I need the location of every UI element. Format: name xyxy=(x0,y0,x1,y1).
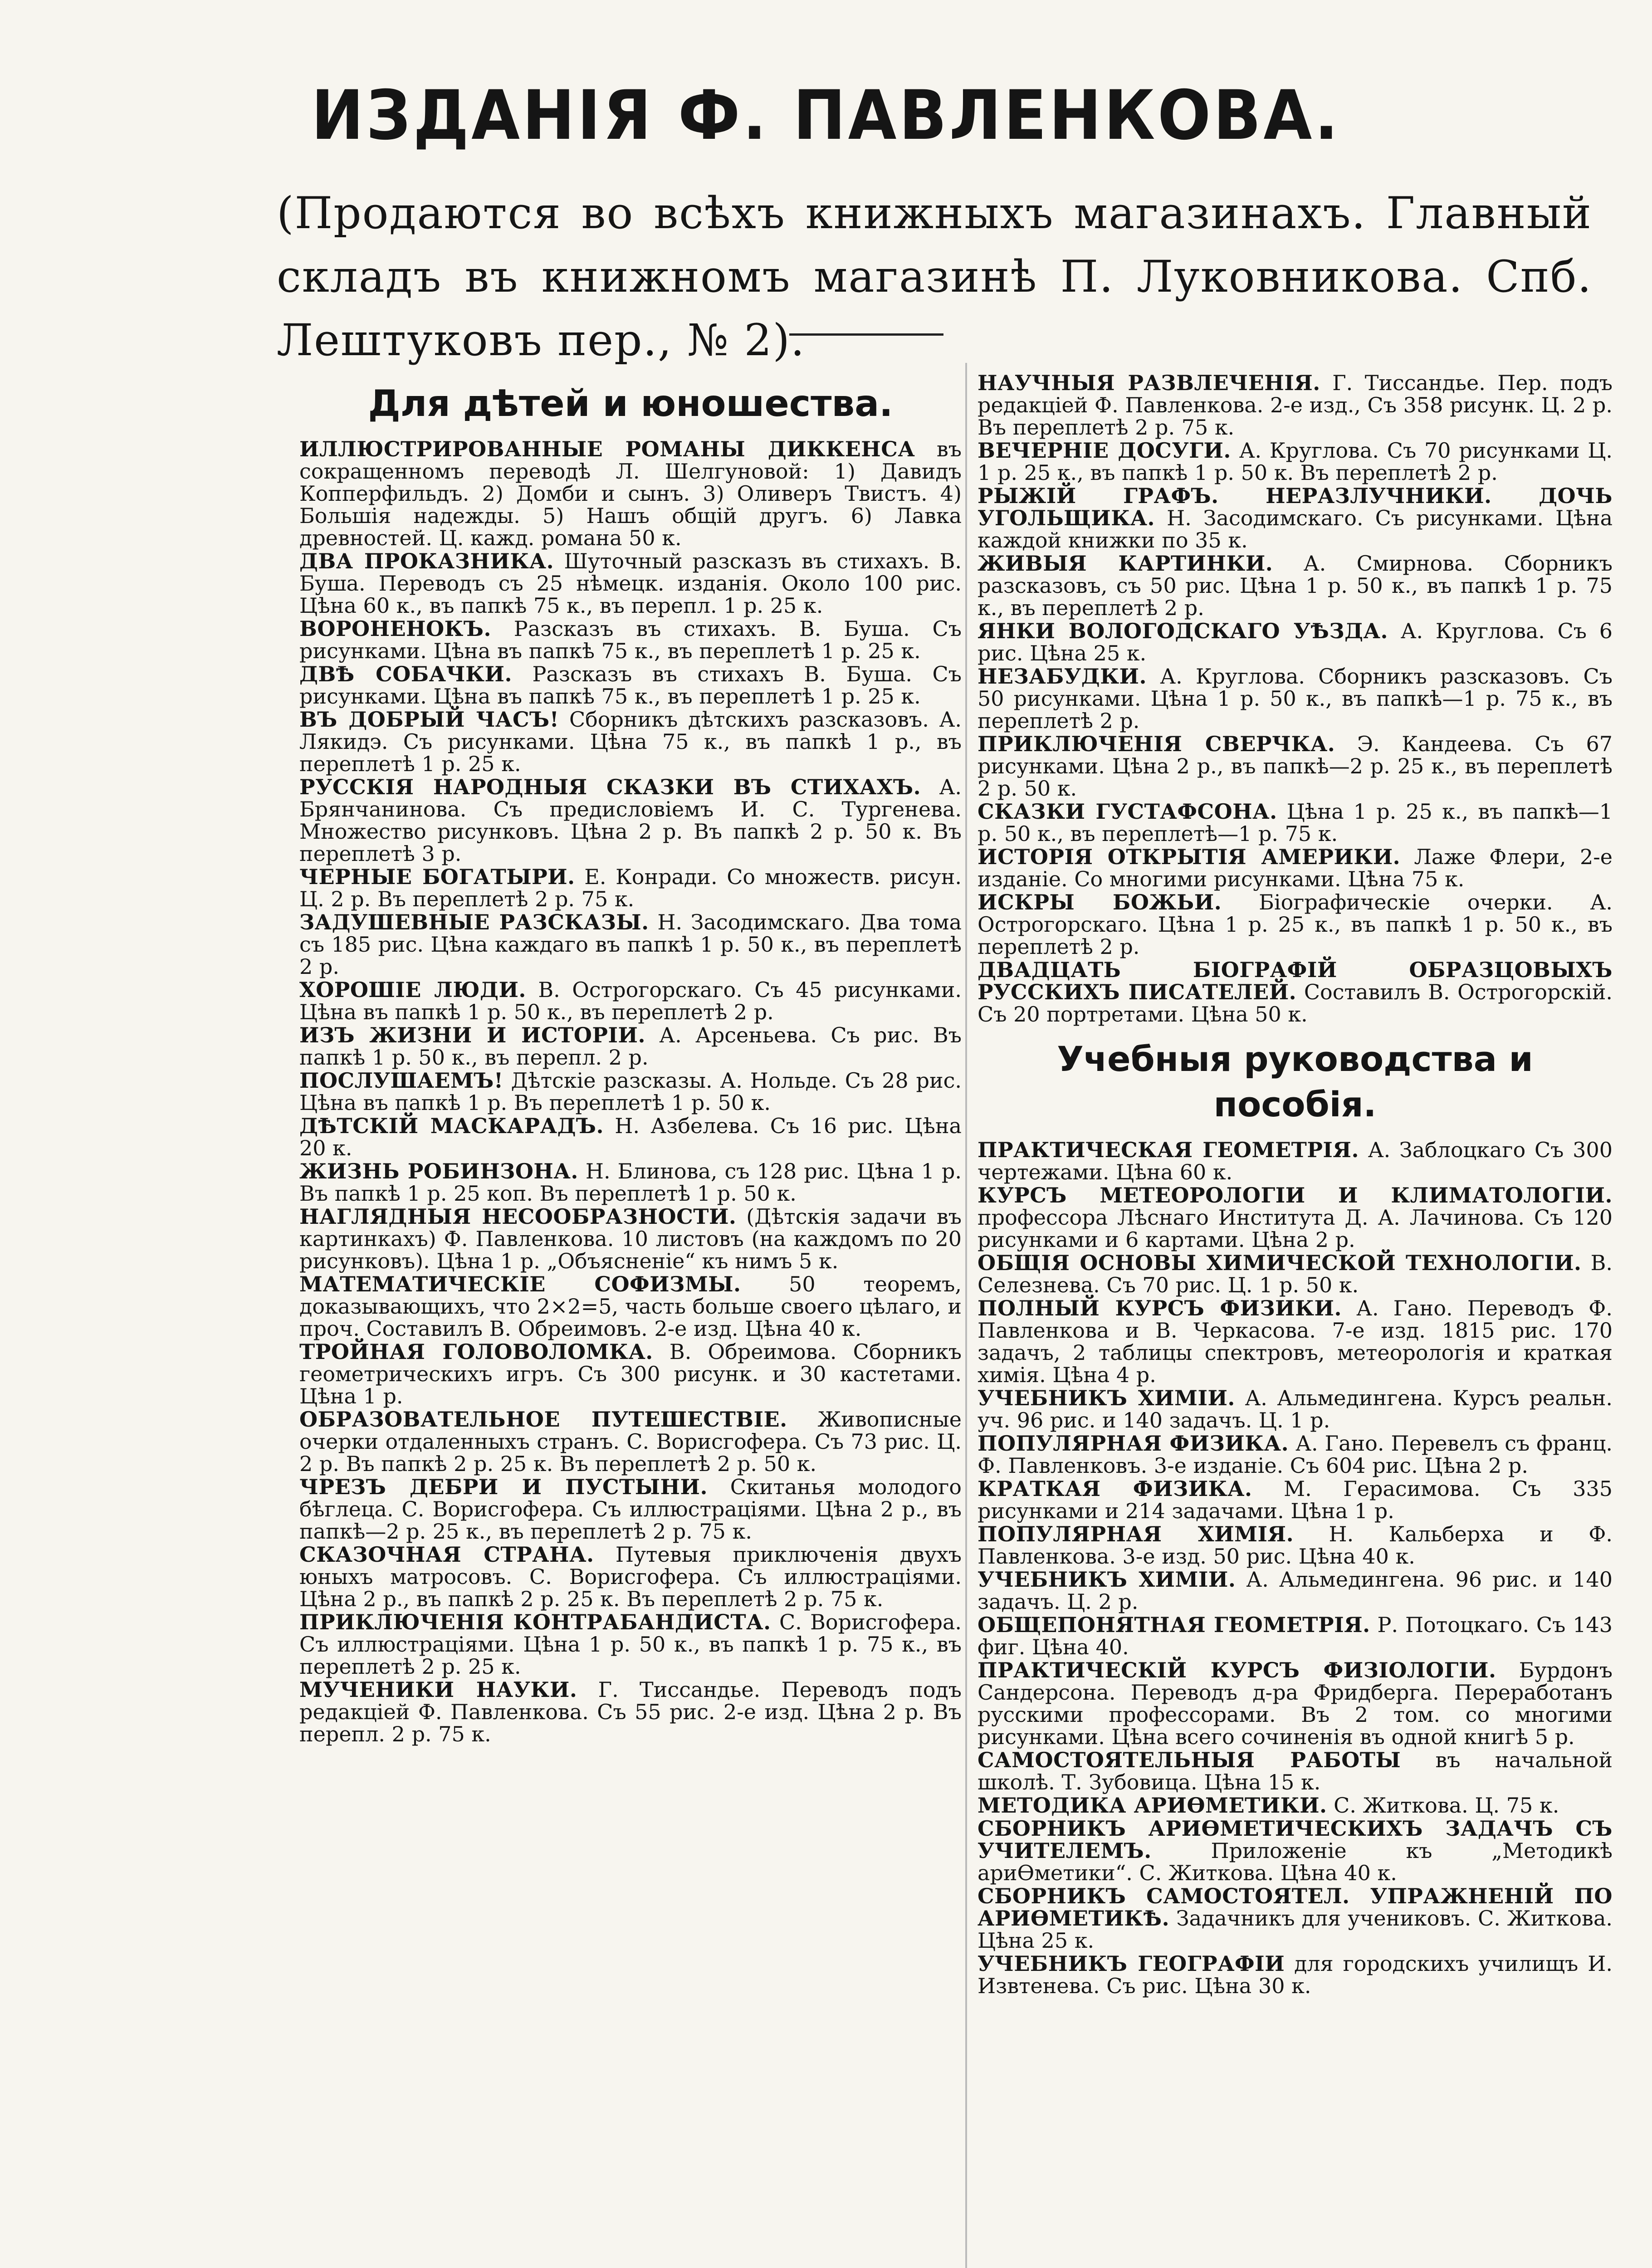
entry-details: В. Обреимова. Сборникъ геометрическихъ игръ. Съ 300 рисунк. и 30 кастетами. Цѣна 1 р. xyxy=(299,1339,962,1408)
catalog-entry xyxy=(978,733,1613,800)
entry-details: Н. Засодимскаго. Съ рисунками. Цѣна каждой книжки по 35 к. xyxy=(978,506,1613,552)
catalog-entry xyxy=(978,1953,1613,1997)
entry-title: УЧЕБНИКЪ ХИМІИ. xyxy=(978,1567,1236,1592)
entry-title: ВОРОНЕНОКЪ. xyxy=(299,616,492,641)
entry-title: ДВА ПРОКАЗНИКА. xyxy=(299,549,554,573)
entry-title: УЧЕБНИКЪ ГЕОГРАФІИ xyxy=(978,1951,1285,1976)
entry-title: ВЪ ДОБРЫЙ ЧАСЪ! xyxy=(299,707,559,732)
entry-title: ЖИВЫЯ КАРТИНКИ. xyxy=(978,551,1273,576)
catalog-entry xyxy=(978,846,1613,890)
entry-title: ИЗЪ ЖИЗНИ И ИСТОРІИ. xyxy=(299,1023,645,1047)
catalog-entry xyxy=(299,911,962,978)
catalog-entry xyxy=(978,1432,1613,1477)
entry-details: А. Арсеньева. Съ рис. Въ папкѣ 1 р. 50 к., въ перепл. 2 р. xyxy=(299,1023,962,1070)
entry-title: КУРСЪ МЕТЕОРОЛОГІИ И КЛИМАТОЛОГІИ. xyxy=(978,1183,1613,1207)
entry-details: Г. Тиссандье. Пер. подъ редакціей Ф. Павленкова. 2-е изд., Съ 358 рисунк. Ц. 2 р. Въ переплетѣ 2 р. 75 к. xyxy=(978,371,1613,440)
entry-details: Г. Тиссандье. Переводъ подъ редакціей Ф. Павленкова. Съ 55 рис. 2-е изд. Цѣна 2 р. Въ перепл. 2 р. 75 к. xyxy=(299,1677,962,1746)
entry-details: А. Круглова. Сборникъ разсказовъ. Съ 50 рисунками. Цѣна 1 р. 50 к., въ папкѣ—1 р. 75 к., въ переплетѣ 2 р. xyxy=(978,664,1613,733)
entry-title: ДВАДЦАТЬ БІОГРАФІЙ ОБРАЗЦОВЫХЪ РУССКИХЪ ПИСАТЕЛЕЙ. xyxy=(978,958,1613,1004)
entry-title: СБОРНИКЪ АРИѲМЕТИЧЕСКИХЪ ЗАДАЧЪ СЪ УЧИТЕЛЕМЪ. xyxy=(978,1816,1613,1863)
entry-title: ИСКРЫ БОЖЬИ. xyxy=(978,890,1222,914)
catalog-entry xyxy=(978,1885,1613,1952)
entry-title: ИСТОРІЯ ОТКРЫТІЯ АМЕРИКИ. xyxy=(978,845,1401,869)
entry-title: ОБРАЗОВАТЕЛЬНОЕ ПУТЕШЕСТВІЕ. xyxy=(299,1407,787,1432)
title-divider xyxy=(789,333,943,336)
entry-title: ЗАДУШЕВНЫЕ РАЗСКАЗЫ. xyxy=(299,910,649,934)
entry-details: Путевыя приключенія двухъ юныхъ матросовъ. С. Ворисгофера. Съ иллюстраціями. Цѣна 2 р., въ папкѣ 2 р. 25 к. Въ переплетѣ 2 р. 75 к. xyxy=(299,1542,962,1611)
catalog-entry xyxy=(978,1478,1613,1522)
entry-details: Лаже Флери, 2-е изданіе. Со многими рисунками. Цѣна 75 к. xyxy=(978,845,1613,891)
entry-details: 50 теоремъ, доказывающихъ, что 2×2=5, часть больше своего цѣлаго, и проч. Составилъ В. Обреимовъ. 2-е изд. Цѣна 40 к. xyxy=(299,1272,962,1341)
section-heading-children: Для дѣтей и юношества. xyxy=(368,382,893,425)
entry-title: ЖИЗНЬ РОБИНЗОНА. xyxy=(299,1159,578,1183)
entry-title: СКАЗОЧНАЯ СТРАНА. xyxy=(299,1542,594,1567)
entry-title: ЧРЕЗЪ ДЕБРИ И ПУСТЫНИ. xyxy=(299,1475,708,1499)
entry-title: ДВѢ СОБАЧКИ. xyxy=(299,662,512,686)
catalog-entry xyxy=(299,1544,962,1610)
entry-details: Е. Конради. Со множеств. рисун. Ц. 2 р. Въ переплетѣ 2 р. 75 к. xyxy=(299,865,962,911)
catalog-entry xyxy=(978,440,1613,484)
entry-details: Сборникъ дѣтскихъ разсказовъ. А. Лякидэ. Съ рисунками. Цѣна 75 к., въ папкѣ 1 р., въ переплетѣ 1 р. 25 к. xyxy=(299,707,962,776)
catalog-entry xyxy=(978,801,1613,845)
entry-title: ПОПУЛЯРНАЯ ФИЗИКА. xyxy=(978,1431,1289,1456)
catalog-entry xyxy=(299,866,962,910)
entry-details: А. Гано. Переводъ Ф. Павленкова и В. Черкасова. 7-е изд. 1815 рис. 170 задачъ, 2 таблицы спектровъ, метеорологія и краткая химія. Цѣна 4 р. xyxy=(978,1296,1613,1387)
catalog-entry xyxy=(299,1024,962,1069)
section-heading-textbooks: Учебныя руководства и пособія. xyxy=(1057,1039,1533,1124)
entry-details: С. Ворисгофера. Съ иллюстраціями. Цѣна 1 р. 50 к., въ папкѣ 1 р. 75 к., въ переплетѣ 2 р. 25 к. xyxy=(299,1610,962,1679)
catalog-entry xyxy=(978,1297,1613,1386)
catalog-entry xyxy=(978,485,1613,552)
entry-details: Р. Потоцкаго. Съ 143 фиг. Цѣна 40. xyxy=(978,1613,1613,1659)
entry-title: РУССКІЯ НАРОДНЫЯ СКАЗКИ ВЪ СТИХАХЪ. xyxy=(299,775,921,799)
catalog-entry xyxy=(978,1139,1613,1183)
entry-details: А. Альмедингена. 96 рис. и 140 задачъ. Ц. 2 р. xyxy=(978,1567,1613,1614)
catalog-entry xyxy=(299,709,962,775)
catalog-entry xyxy=(978,1184,1613,1251)
entry-title: ДѢТСКІЙ МАСКАРАДЪ. xyxy=(299,1114,604,1138)
entry-title: НЕЗАБУДКИ. xyxy=(978,664,1147,689)
catalog-entry xyxy=(978,1523,1613,1568)
catalog-entry xyxy=(299,1341,962,1408)
right-entry-list-bottom xyxy=(978,1139,1613,1997)
entry-details: Шуточный разсказъ въ стихахъ. В. Буша. Переводъ съ 25 нѣмецк. изданія. Около 100 рис. Цѣна 60 к., въ папкѣ 75 к., въ перепл. 1 р. 25 к. xyxy=(299,549,962,618)
entry-title: ВЕЧЕРНІЕ ДОСУГИ. xyxy=(978,438,1231,463)
entry-title: ПОСЛУШАЕМЪ! xyxy=(299,1068,503,1093)
catalog-entry xyxy=(299,438,962,549)
catalog-entry xyxy=(299,776,962,865)
catalog-entry xyxy=(299,979,962,1023)
catalog-entry xyxy=(299,1070,962,1114)
entry-details: М. Герасимова. Съ 335 рисунками и 214 задачами. Цѣна 1 р. xyxy=(978,1476,1613,1523)
entry-details: Цѣна 1 р. 25 к., въ папкѣ—1 р. 50 к., въ переплетѣ—1 р. 75 к. xyxy=(978,799,1613,846)
entry-title: ТРОЙНАЯ ГОЛОВОЛОМКА. xyxy=(299,1339,653,1364)
entry-details: А. Круглова. Съ 70 рисунками Ц. 1 р. 25 к., въ папкѣ 1 р. 50 к. Въ переплетѣ 2 р. xyxy=(978,438,1613,485)
catalog-entry xyxy=(978,1659,1613,1748)
entry-details: для городскихъ училищъ И. Извтенева. Съ рис. Цѣна 30 к. xyxy=(978,1951,1613,1998)
entry-title: ПРИКЛЮЧЕНІЯ СВЕРЧКА. xyxy=(978,732,1335,756)
entry-title: РЫЖІЙ ГРАФЪ. НЕРАЗЛУЧНИКИ. ДОЧЬ УГОЛЬЩИКА. xyxy=(978,484,1613,530)
entry-details: Дѣтскіе разсказы. А. Нольде. Съ 28 рис. Цѣна въ папкѣ 1 р. Въ переплетѣ 1 р. 50 к. xyxy=(299,1068,962,1115)
entry-details: А. Круглова. Съ 6 рис. Цѣна 25 к. xyxy=(978,619,1613,665)
entry-title: ОБЩІЯ ОСНОВЫ ХИМИЧЕСКОЙ ТЕХНОЛОГІИ. xyxy=(978,1251,1582,1275)
catalog-entry xyxy=(978,552,1613,619)
catalog-entry xyxy=(299,663,962,708)
left-column xyxy=(299,372,962,1746)
catalog-entry xyxy=(299,1115,962,1159)
entry-title: МУЧЕНИКИ НАУКИ. xyxy=(299,1677,577,1702)
catalog-entry xyxy=(978,1749,1613,1794)
catalog-entry xyxy=(299,1206,962,1272)
catalog-entry xyxy=(299,1408,962,1475)
entry-details: А. Гано. Перевелъ съ франц. Ф. Павленковъ. 3-е изданіе. Съ 604 рис. Цѣна 2 р. xyxy=(978,1431,1613,1478)
entry-title: МАТЕМАТИЧЕСКІЕ СОФИЗМЫ. xyxy=(299,1272,741,1296)
entry-title: УЧЕБНИКЪ ХИМІИ. xyxy=(978,1386,1235,1410)
entry-title: СБОРНИКЪ САМОСТОЯТЕЛ. УПРАЖНЕНІЙ ПО АРИѲМЕТИКѢ. xyxy=(978,1884,1613,1931)
entry-title: ПОЛНЫЙ КУРСЪ ФИЗИКИ. xyxy=(978,1296,1342,1320)
catalog-entry xyxy=(299,1679,962,1745)
entry-details: Н. Засодимскаго. Два тома съ 185 рис. Цѣна каждаго въ папкѣ 1 р. 50 к., въ переплетѣ 2 р. xyxy=(299,910,962,979)
entry-details: въ начальной школѣ. Т. Зубовица. Цѣна 15 к. xyxy=(978,1748,1613,1794)
right-column xyxy=(978,372,1613,1998)
catalog-entry xyxy=(978,1569,1613,1613)
entry-title: НАГЛЯДНЫЯ НЕСООБРАЗНОСТИ. xyxy=(299,1204,737,1229)
entry-title: САМОСТОЯТЕЛЬНЫЯ РАБОТЫ xyxy=(978,1748,1401,1772)
page-subtitle: (Продаются во всѣхъ книжныхъ магазинахъ. Главный складъ въ книжномъ магазинѣ П. Луковникова. Спб. Лештуковъ пер., № 2). xyxy=(277,188,1592,366)
catalog-entry xyxy=(978,1387,1613,1432)
catalog-entry xyxy=(299,618,962,662)
entry-title: ПРИКЛЮЧЕНІЯ КОНТРАБАНДИСТА. xyxy=(299,1610,771,1634)
entry-details: А. Брянчанинова. Съ предисловіемъ И. С. Тургенева. Множество рисунковъ. Цѣна 2 р. Въ папкѣ 2 р. 50 к. Въ переплетѣ 3 р. xyxy=(299,775,962,866)
entry-title: ОБЩЕПОНЯТНАЯ ГЕОМЕТРІЯ. xyxy=(978,1613,1370,1637)
catalog-entry xyxy=(299,1611,962,1678)
entry-title: ПРАКТИЧЕСКАЯ ГЕОМЕТРІЯ. xyxy=(978,1138,1359,1162)
catalog-entry xyxy=(978,620,1613,665)
catalog-entry xyxy=(299,1273,962,1340)
entry-details: Задачникъ для учениковъ. С. Житкова. Цѣна 25 к. xyxy=(978,1906,1613,1953)
entry-details: (Дѣтскія задачи въ картинкахъ) Ф. Павленкова. 10 листовъ (на каждомъ по 20 рисунковъ). Цѣна 1 р. „Объясненіе“ къ нимъ 5 к. xyxy=(299,1204,962,1273)
catalog-entry xyxy=(299,1476,962,1543)
entry-title: ЯНКИ ВОЛОГОДСКАГО УѢЗДА. xyxy=(978,619,1388,643)
catalog-entry xyxy=(978,891,1613,958)
entry-details: Н. Кальберха и Ф. Павленкова. 3-е изд. 50 рис. Цѣна 40 к. xyxy=(978,1522,1613,1569)
entry-details: В. Селезнева. Съ 70 рис. Ц. 1 р. 50 к. xyxy=(978,1251,1613,1297)
right-entry-list-top xyxy=(978,372,1613,1026)
column-divider xyxy=(965,363,967,2268)
entry-title: ЧЕРНЫЕ БОГАТЫРИ. xyxy=(299,865,575,889)
entry-details: Разсказъ въ стихахъ. В. Буша. Съ рисунками. Цѣна въ папкѣ 75 к., въ переплетѣ 1 р. 25 к. xyxy=(299,616,962,663)
entry-title: ИЛЛЮСТРИРОВАННЫЕ РОМАНЫ ДИККЕНСА xyxy=(299,437,915,461)
catalog-entry xyxy=(978,959,1613,1026)
entry-details: А. Альмедингена. Курсъ реальн. уч. 96 рис. и 140 задачъ. Ц. 1 р. xyxy=(978,1386,1613,1432)
entry-details: Н. Азбелева. Съ 16 рис. Цѣна 20 к. xyxy=(299,1114,962,1160)
entry-details: Живописные очерки отдаленныхъ странъ. С. Ворисгофера. Съ 73 рис. Ц. 2 р. Въ папкѣ 2 р. 25 к. Въ переплетѣ 2 р. 50 к. xyxy=(299,1407,962,1476)
catalog-entry xyxy=(299,550,962,617)
entry-details: Составилъ В. Острогорскій. Съ 20 портретами. Цѣна 50 к. xyxy=(978,980,1613,1026)
entry-details: въ сокращенномъ переводѣ Л. Шелгуновой: 1) Давидъ Копперфильдъ. 2) Домби и сынъ. 3) Оливеръ Твистъ. 4) Большія надежды. 5) Нашъ общій другъ. 6) Лавка древностей. Ц. кажд. романа 50 к. xyxy=(299,437,962,550)
entry-details: профессора Лѣснаго Института Д. А. Лачинова. Съ 120 рисунками и 6 картами. Цѣна 2 р. xyxy=(978,1205,1613,1252)
page-title: ИЗДАНІЯ Ф. ПАВЛЕНКОВА. xyxy=(311,76,1341,155)
entry-details: Н. Блинова, съ 128 рис. Цѣна 1 р. Въ папкѣ 1 р. 25 коп. Въ переплетѣ 1 р. 50 к. xyxy=(299,1159,962,1206)
entry-details: Приложеніе къ „Методикѣ ариѲметики“. С. Житкова. Цѣна 40 к. xyxy=(978,1838,1613,1885)
catalog-entry xyxy=(978,372,1613,439)
entry-title: МЕТОДИКА АРИѲМЕТИКИ. xyxy=(978,1793,1327,1818)
entry-details: Бурдонъ Сандерсона. Переводъ д-ра Фридберга. Переработанъ русскими профессорами. Въ 2 том. со многими рисунками. Цѣна всего сочиненія въ одной книгѣ 5 р. xyxy=(978,1658,1613,1749)
entry-title: НАУЧНЫЯ РАЗВЛЕЧЕНІЯ. xyxy=(978,371,1320,395)
left-entry-list xyxy=(299,438,962,1745)
entry-details: А. Заблоцкаго Съ 300 чертежами. Цѣна 60 к. xyxy=(978,1138,1613,1184)
entry-title: ПРАКТИЧЕСКІЙ КУРСЪ ФИЗІОЛОГІИ. xyxy=(978,1658,1496,1682)
catalog-entry xyxy=(299,1160,962,1205)
entry-title: КРАТКАЯ ФИЗИКА. xyxy=(978,1476,1252,1501)
entry-details: А. Смирнова. Сборникъ разсказовъ, съ 50 рис. Цѣна 1 р. 50 к., въ папкѣ 1 р. 75 к., въ переплетѣ 2 р. xyxy=(978,551,1613,620)
catalog-entry xyxy=(978,1252,1613,1296)
catalog-entry xyxy=(978,665,1613,732)
catalog-entry xyxy=(978,1794,1613,1817)
entry-details: С. Житкова. Ц. 75 к. xyxy=(1327,1793,1559,1818)
entry-title: СКАЗКИ ГУСТАФСОНА. xyxy=(978,799,1277,824)
catalog-entry xyxy=(978,1818,1613,1884)
catalog-entry xyxy=(978,1614,1613,1658)
entry-details: Разсказъ въ стихахъ В. Буша. Съ рисунками. Цѣна въ папкѣ 75 к., въ переплетѣ 1 р. 25 к. xyxy=(299,662,962,709)
entry-title: ПОПУЛЯРНАЯ ХИМІЯ. xyxy=(978,1522,1294,1546)
entry-details: Э. Кандеева. Съ 67 рисунками. Цѣна 2 р., въ папкѣ—2 р. 25 к., въ переплетѣ 2 р. 50 к. xyxy=(978,732,1613,801)
entry-details: Скитанья молодого бѣглеца. С. Ворисгофера. Съ иллюстраціями. Цѣна 2 р., въ папкѣ—2 р. 25 к., въ переплетѣ 2 р. 75 к. xyxy=(299,1475,962,1544)
entry-title: ХОРОШІЕ ЛЮДИ. xyxy=(299,978,526,1002)
entry-details: Біографическіе очерки. А. Острогорскаго. Цѣна 1 р. 25 к., въ папкѣ 1 р. 50 к., въ переплетѣ 2 р. xyxy=(978,890,1613,959)
entry-details: В. Острогорскаго. Съ 45 рисунками. Цѣна въ папкѣ 1 р. 50 к., въ переплетѣ 2 р. xyxy=(299,978,962,1024)
